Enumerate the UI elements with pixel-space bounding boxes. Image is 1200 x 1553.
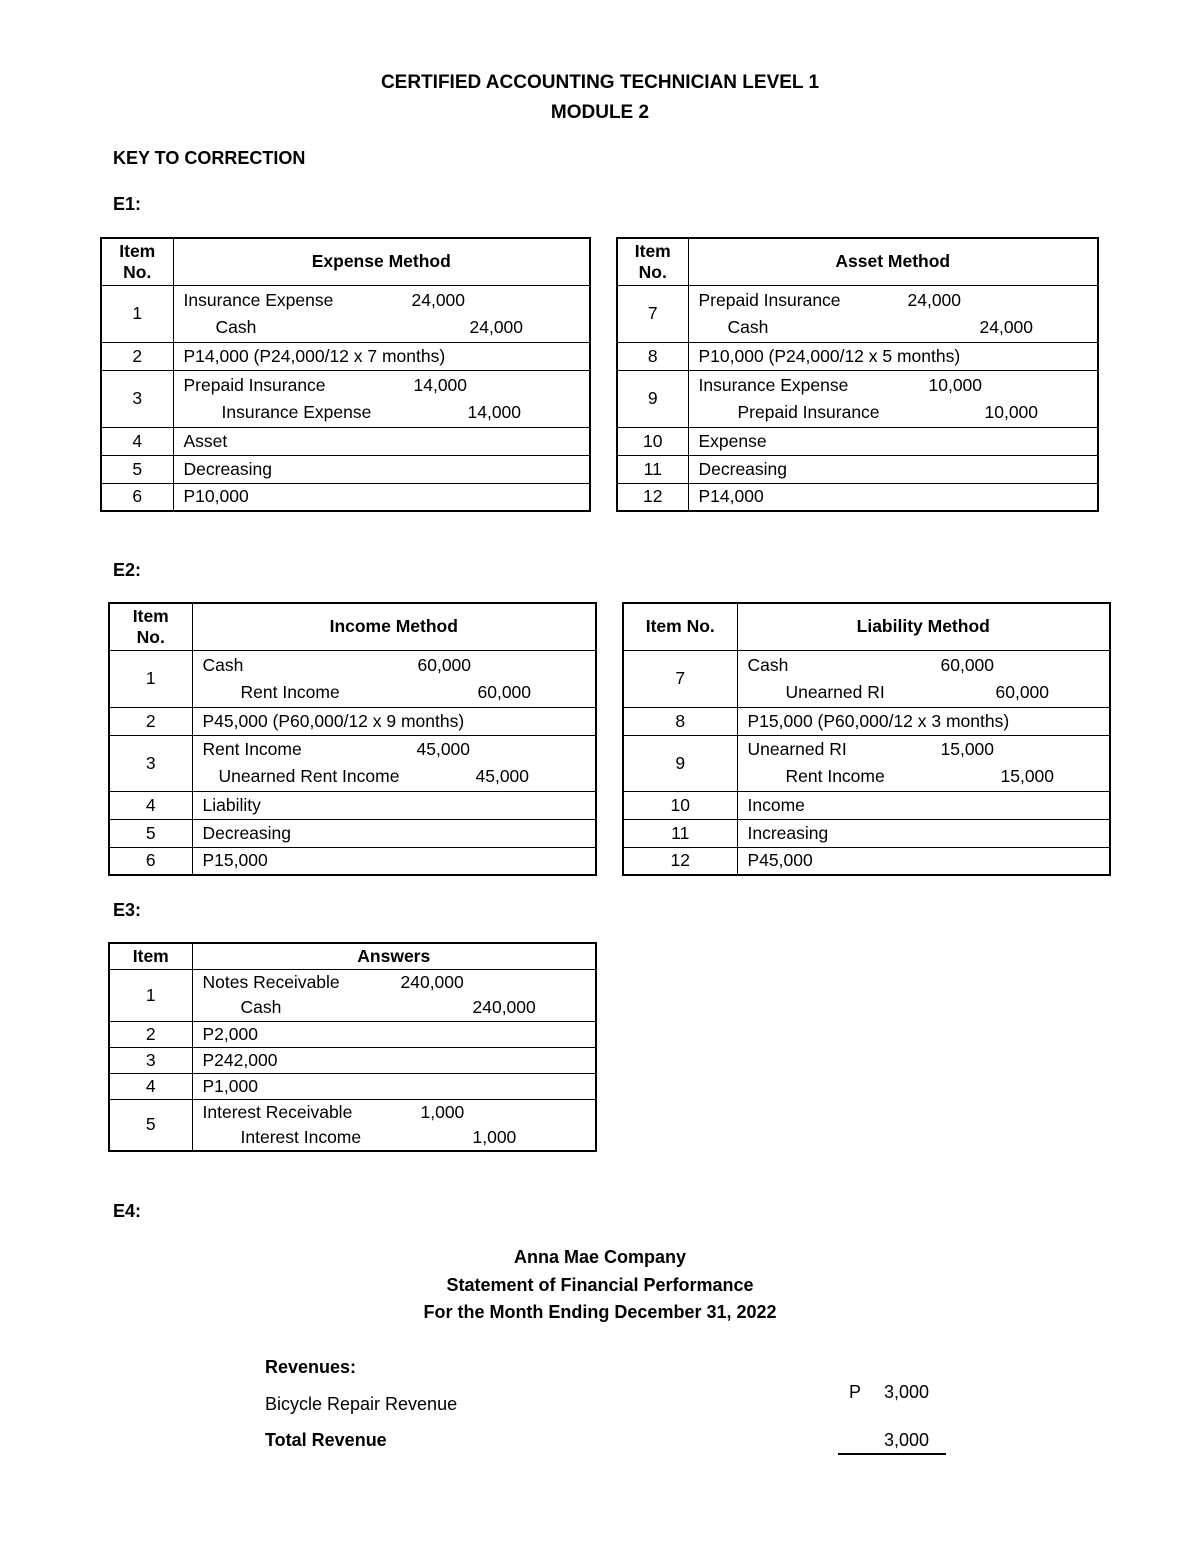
bicycle-repair-revenue-amount: 3,000 xyxy=(884,1382,930,1402)
e1-label: E1: xyxy=(113,194,142,214)
table-row: 11 Decreasing xyxy=(617,455,1098,483)
item-no-header: Item No. xyxy=(101,238,173,285)
table-row: 4 P1,000 xyxy=(109,1073,596,1099)
table-row: 2 P45,000 (P60,000/12 x 9 months) xyxy=(109,707,596,735)
table-row: 8 P15,000 (P60,000/12 x 3 months) xyxy=(623,707,1110,735)
table-row: 1 Notes Receivable 240,000 Cash 240,000 xyxy=(109,969,596,1021)
table-row: 9 Unearned RI 15,000 Rent Income 15,000 xyxy=(623,735,1110,791)
statement-period: For the Month Ending December 31, 2022 xyxy=(423,1302,777,1322)
table-row: 4 Asset xyxy=(101,427,590,455)
e3-label: E3: xyxy=(113,900,142,920)
table-row: 1 Insurance Expense 24,000 Cash 24,000 xyxy=(101,285,590,342)
table-row: 3 P242,000 xyxy=(109,1047,596,1073)
e3-answers-table xyxy=(108,942,597,1152)
item-header: Item xyxy=(109,943,192,969)
table-row: 6 P10,000 xyxy=(101,483,590,511)
e2-income-method-table xyxy=(108,602,597,876)
table-row: 8 P10,000 (P24,000/12 x 5 months) xyxy=(617,342,1098,370)
key-to-correction-heading: KEY TO CORRECTION xyxy=(113,148,306,168)
item-no-header: Item No. xyxy=(617,238,688,285)
total-underline xyxy=(838,1453,946,1455)
table-row: 4 Liability xyxy=(109,791,596,819)
revenues-label: Revenues: xyxy=(265,1357,357,1377)
e1-expense-method-table xyxy=(100,237,591,512)
liability-method-header: Liability Method xyxy=(737,603,1110,650)
table-row: 12 P45,000 xyxy=(623,847,1110,875)
document-title: CERTIFIED ACCOUNTING TECHNICIAN LEVEL 1 xyxy=(380,72,820,93)
table-row: 10 Income xyxy=(623,791,1110,819)
income-method-header: Income Method xyxy=(192,603,596,650)
total-revenue-amount: 3,000 xyxy=(884,1430,930,1450)
table-row: 12 P14,000 xyxy=(617,483,1098,511)
e2-liability-method-table xyxy=(622,602,1111,876)
expense-method-header: Expense Method xyxy=(173,238,590,285)
table-row: 3 Rent Income 45,000 Unearned Rent Income 45,000 xyxy=(109,735,596,791)
bicycle-repair-revenue-label: Bicycle Repair Revenue xyxy=(265,1394,458,1414)
table-row: 9 Insurance Expense 10,000 Prepaid Insurance 10,000 xyxy=(617,370,1098,427)
table-row: 3 Prepaid Insurance 14,000 Insurance Expense 14,000 xyxy=(101,370,590,427)
answers-header: Answers xyxy=(192,943,596,969)
table-row: 5 Interest Receivable 1,000 Interest Income 1,000 xyxy=(109,1099,596,1151)
company-name: Anna Mae Company xyxy=(513,1247,687,1267)
table-row: 6 P15,000 xyxy=(109,847,596,875)
e1-asset-method-table xyxy=(616,237,1099,512)
table-row: 7 Cash 60,000 Unearned RI 60,000 xyxy=(623,650,1110,707)
table-row: 2 P2,000 xyxy=(109,1021,596,1047)
table-row: 10 Expense xyxy=(617,427,1098,455)
item-no-header: Item No. xyxy=(623,603,737,650)
total-revenue-label: Total Revenue xyxy=(265,1430,387,1450)
e2-label: E2: xyxy=(113,560,142,580)
e4-label: E4: xyxy=(113,1201,142,1221)
item-no-header: Item No. xyxy=(109,603,192,650)
table-row: 5 Decreasing xyxy=(109,819,596,847)
table-row: 7 Prepaid Insurance 24,000 Cash 24,000 xyxy=(617,285,1098,342)
table-row: 2 P14,000 (P24,000/12 x 7 months) xyxy=(101,342,590,370)
table-row: 11 Increasing xyxy=(623,819,1110,847)
asset-method-header: Asset Method xyxy=(688,238,1098,285)
currency-symbol: P xyxy=(849,1382,862,1402)
statement-title: Statement of Financial Performance xyxy=(446,1275,754,1295)
table-row: 5 Decreasing xyxy=(101,455,590,483)
table-row: 1 Cash 60,000 Rent Income 60,000 xyxy=(109,650,596,707)
module-title: MODULE 2 xyxy=(550,102,650,123)
